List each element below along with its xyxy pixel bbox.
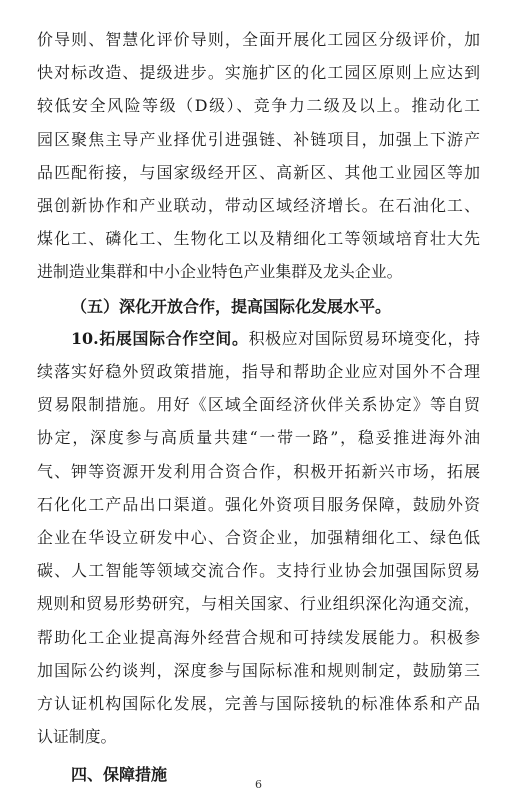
- chapter-heading: 四、保障措施: [71, 765, 168, 785]
- page-number: 6: [255, 778, 262, 791]
- section-heading: （五）深化开放合作，提高国际化发展水平。: [71, 296, 392, 316]
- text-line: 快对标改造、提级进步。实施扩区的化工园区原则上应达到: [37, 63, 480, 83]
- text-line: 强创新协作和产业联动，带动区域经济增长。在石油化工、: [37, 196, 480, 215]
- text-line: 协定，深度参与高质量共建“一带一路”，稳妥推进海外油: [37, 428, 480, 448]
- item-lead: 10.拓展国际合作空间。: [71, 328, 249, 348]
- text-line: 规则和贸易形势研究，与相关国家、行业组织深化沟通交流，: [37, 594, 480, 614]
- text-line: 续落实好稳外贸政策措施，指导和帮助企业应对国外不合理: [37, 362, 480, 381]
- text-line: 帮助化工企业提高海外经营合规和可持续发展能力。积极参: [37, 627, 480, 647]
- text-line: 气、钾等资源开发利用合资合作，积极开拓新兴市场，拓展: [37, 461, 480, 481]
- text-line: 贸易限制措施。用好《区域全面经济伙伴关系协定》等自贸: [37, 395, 480, 415]
- text-line: 品匹配衔接，与国家级经开区、高新区、其他工业园区等加: [37, 162, 480, 182]
- text-line: 较低安全风险等级（D级）、竞争力二级及以上。推动化工: [37, 96, 480, 116]
- text-line: 认证制度。: [37, 727, 117, 747]
- text-line: 价导则、智慧化评价导则，全面开展化工园区分级评价，加: [37, 30, 480, 49]
- text-line: 加国际公约谈判，深度参与国际标准和规则制定，鼓励第三: [37, 660, 480, 680]
- text-line: 煤化工、磷化工、生物化工以及精细化工等领域培育壮大先: [37, 229, 480, 249]
- item-first-line-text: 积极应对国际贸易环境变化，持: [248, 328, 480, 348]
- text-line: 企业在华设立研发中心、合资企业，加强精细化工、绿色低: [37, 528, 480, 547]
- text-line-first: [71, 327, 480, 351]
- text-line: 进制造业集群和中小企业特色产业集群及龙头企业。: [37, 262, 403, 282]
- text-line: 碳、人工智能等领域交流合作。支持行业协会加强国际贸易: [37, 561, 480, 581]
- text-line: 园区聚焦主导产业择优引进强链、补链项目，加强上下游产: [37, 129, 480, 149]
- text-line: 方认证机构国际化发展，完善与国际接轨的标准体系和产品: [37, 694, 480, 713]
- text-line: 石化化工产品出口渠道。强化外资项目服务保障，鼓励外资: [37, 494, 480, 514]
